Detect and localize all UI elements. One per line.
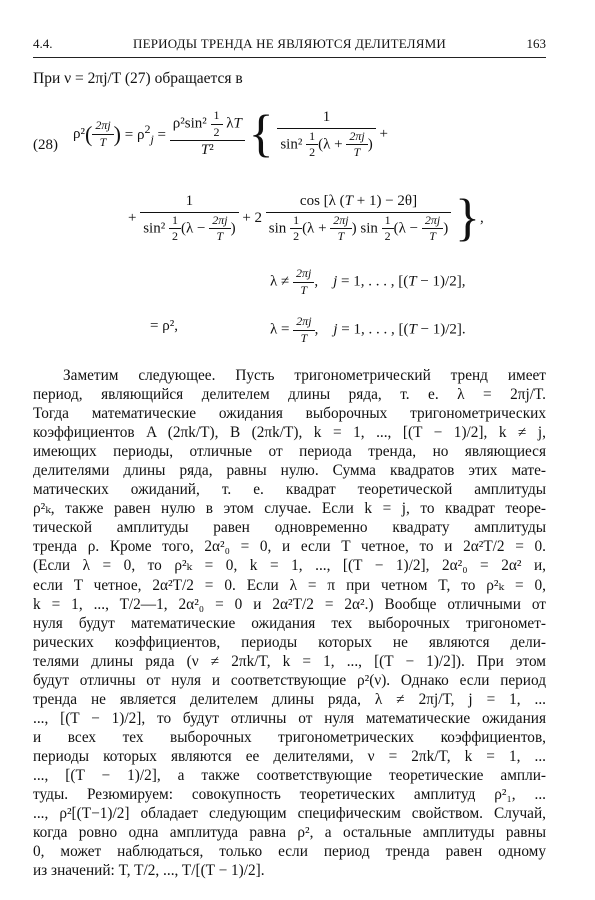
intro-line: При ν = 2πj/T (27) обращается в [33,70,243,87]
section-number: 4.4. [33,36,53,51]
text-line: нуля будут математические ожидания тех выборочных тригономет- [33,614,546,632]
equation-condition-1: λ ≠ $\frac{2\pi j}{T}$ , j = 1, . . . , [(T − 1)/2], [270,266,466,297]
text-line: если T четное, 2α²T/2 = 0. Если λ = π при четном T, то ρ²ₖ = 0, [33,576,546,594]
text-line: Тогда математические ожидания выборочных тригонометрических [33,405,546,423]
text-line: рических коэффициентов, периоды которых не являются дели- [33,633,546,651]
text-line: коэффициентов A (2πk/T), B (2πk/T), k = 1, ..., [(T − 1)/2], k ≠ j, [33,424,546,442]
text-line: тической амплитуды равен одновременно квадрату амплитуды [33,519,546,537]
text-line: будут отличны от нуля и соответствующие ρ²(ν). Однако если период [33,671,546,689]
text-line: период, являющийся делителем длины ряда, т. е. λ = 2πj/T. [33,386,546,404]
text-line: ..., ρ²[(T−1)/2] обладает следующим специфическим свойством. Случай, [33,805,546,823]
text-line: периоды которых являются ее делителями, ν = 2πk/T, k = 1, ... [33,747,546,765]
eq-prefactor: ρ²sin² $\frac{1}{2}$ λT T² [170,108,245,161]
eq-lhs: ρ² [73,125,85,142]
text-line: ρ²ₖ, также равен нулю в этом случае. Если k = j, то квадрат теоре- [33,500,546,518]
body-paragraph [33,366,546,880]
text-line: телями длины ряда (ν ≠ 2πk/T, k = 1, ..., [(T − 1)/2]). При этом [33,652,546,670]
text-line: (Если λ = 0, то ρ²ₖ = 0, k = 1, ..., [(T − 1)/2], 2α²₀ = 2α² и, [33,557,546,575]
text-line: 0, может наблюдаться, только если период тренда равен одному [33,843,546,861]
text-line: Заметим следующее. Пусть тригонометрический тренд имеет [63,367,546,384]
page-number: 163 [526,36,546,51]
text-line: когда ровно одна амплитуда равна ρ², а остальные амплитуды равны [33,824,546,842]
running-title: ПЕРИОДЫ ТРЕНДА НЕ ЯВЛЯЮТСЯ ДЕЛИТЕЛЯМИ [132,36,447,51]
text-line: тренда ρ. Кроме того, 2α²₀ = 0, и если T четное, то и 2α²T/2 = 0. [33,538,546,556]
text-line: и всех тех выборочных тригонометрических коэффициентов, [33,728,546,746]
eq-term-3: cos [λ (T + 1) − 2θ] sin $\frac{1}{2}$ (λ + $\frac{2\pi j}{T}$ ) sin $\frac{1}{2}$ (λ − $\frac{2\pi j}{T}$ ) [266,192,451,245]
text-line: матических ожиданий, т. е. квадрат теоретической амплитуды [33,481,546,499]
equation-line-1: ρ²( $\frac{2\pi j}{T}$ ) = $\rho^2_j$ = ρ²sin² $\frac{1}{2}$ λT T² { 1 sin² $\frac{1}{2}$ (λ + $\frac{2\pi j}{T}$ ) + [73,105,388,163]
text-line: ..., [(T − 1)/2], а также соответствующие теоретические ампли- [33,766,546,784]
text-line: тренда не является делителем длины ряда, λ ≠ 2πj/T, j = 1, ... [33,690,546,708]
running-header [33,36,546,56]
eq-term-2: 1 sin² $\frac{1}{2}$ (λ − $\frac{2\pi j}{T}$ ) [140,192,238,245]
text-line: из значений: T, T/2, ..., T/[(T − 1)/2]. [33,862,265,880]
text-line: ..., [(T − 1)/2], то будут отличны от нуля математические ожидания [33,709,546,727]
text-line: имеющих периоды, отличные от периода тренда, но являющиеся [33,443,546,461]
equation-number: (28) [33,137,58,153]
header-rule [33,57,546,58]
text-line: делителями длины ряда, равны нулю. Сумма квадратов этих мате- [33,462,546,480]
equation-condition-2: λ = $\frac{2\pi j}{T}$ , j = 1, . . . , [(T − 1)/2]. [270,314,466,345]
text-line: туды. Резюмируем: совокупность теоретических амплитуд ρ²₁, ... [33,786,546,804]
equation-line-2: + 1 sin² $\frac{1}{2}$ (λ − $\frac{2\pi j}{T}$ ) + 2 cos [λ (T + 1) − 2θ] sin $\frac{1}{2}$ (λ + $\frac{2\pi j}{T}$ ) sin $\frac{1}{2}$ (λ − $\frac{2\pi j}{T}$ ) }, [128,189,484,247]
equation-line-3: = ρ², [150,318,178,335]
text-line: k = 1, ..., T/2—1, 2α²₀ = 0 и 2α²T/2 = 2α².) Вообще отличными от [33,595,546,613]
eq-term-1: 1 sin² $\frac{1}{2}$ (λ + $\frac{2\pi j}{T}$ ) [277,108,375,161]
